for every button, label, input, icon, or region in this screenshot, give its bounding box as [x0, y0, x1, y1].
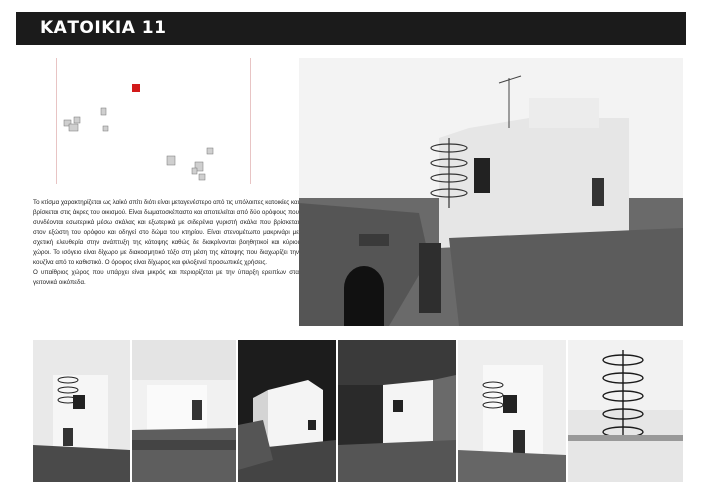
- highlighted-building: [132, 84, 140, 92]
- title-bar: [16, 12, 686, 45]
- building-footprint: [103, 126, 108, 131]
- description-paragraph-2: Ο υπαίθριος χώρος που υπάρχει είναι μικρός και περιορίζεται με την ύπαρξη ερειπίων στα γειτονικά οικόπεδα.: [33, 269, 299, 286]
- building-footprint: [101, 108, 106, 115]
- site-plan-map: [56, 58, 251, 184]
- strip-photo-2: [132, 340, 236, 482]
- building-footprint: [69, 124, 78, 131]
- building-footprint: [167, 156, 175, 165]
- strip-photo-4: [338, 340, 456, 482]
- description-text: [33, 198, 299, 288]
- site-plan-drawing: [56, 58, 251, 184]
- description-paragraph-1: Το κτίσμα χαρακτηρίζεται ως λαϊκό σπίτι διότι είναι μεταγενέστερο από τις υπόλοιπες κατοικίες και βρίσκεται στις άκρες του οικισμού. Είναι δωματοσκέπαστο και αποτελείται από δύο ορόφους που συνδέονται εσωτερικά μέσω σκάλας και εξωτερικά με σιδερένια γυριστή σκάλα που βρίσκεται στον εξώστη του ορόφου και οδηγεί στο δώμα του κτηρίου. Είναι στενομέτωπο μακρινάρι με σχετική ελευθερία στην ανάπτυξη της κάτοψης καθώς δε διακρίνονται βοηθητικοί και κύριοι χώροι. Το ισόγειο είναι δίχωρο με διακοσμητικό τόξο στη μέση της κάτοψης που διαχωρίζει την κουζίνα από το καθιστικό. Ο όροφος είναι δίχωρος και φιλοξενεί προσωπικές χρήσεις.: [33, 199, 299, 266]
- strip-photo-6: [568, 340, 683, 482]
- building-footprint: [207, 148, 213, 154]
- building-footprint: [192, 168, 197, 174]
- building-footprint: [199, 174, 205, 180]
- strip-photo-1: [33, 340, 130, 482]
- strip-photo-3: [238, 340, 336, 482]
- main-house-photo: [299, 58, 683, 326]
- page-title: ΚΑΤΟΙΚΙΑ 11: [40, 18, 167, 38]
- strip-photo-5: [458, 340, 566, 482]
- building-footprint: [74, 117, 80, 123]
